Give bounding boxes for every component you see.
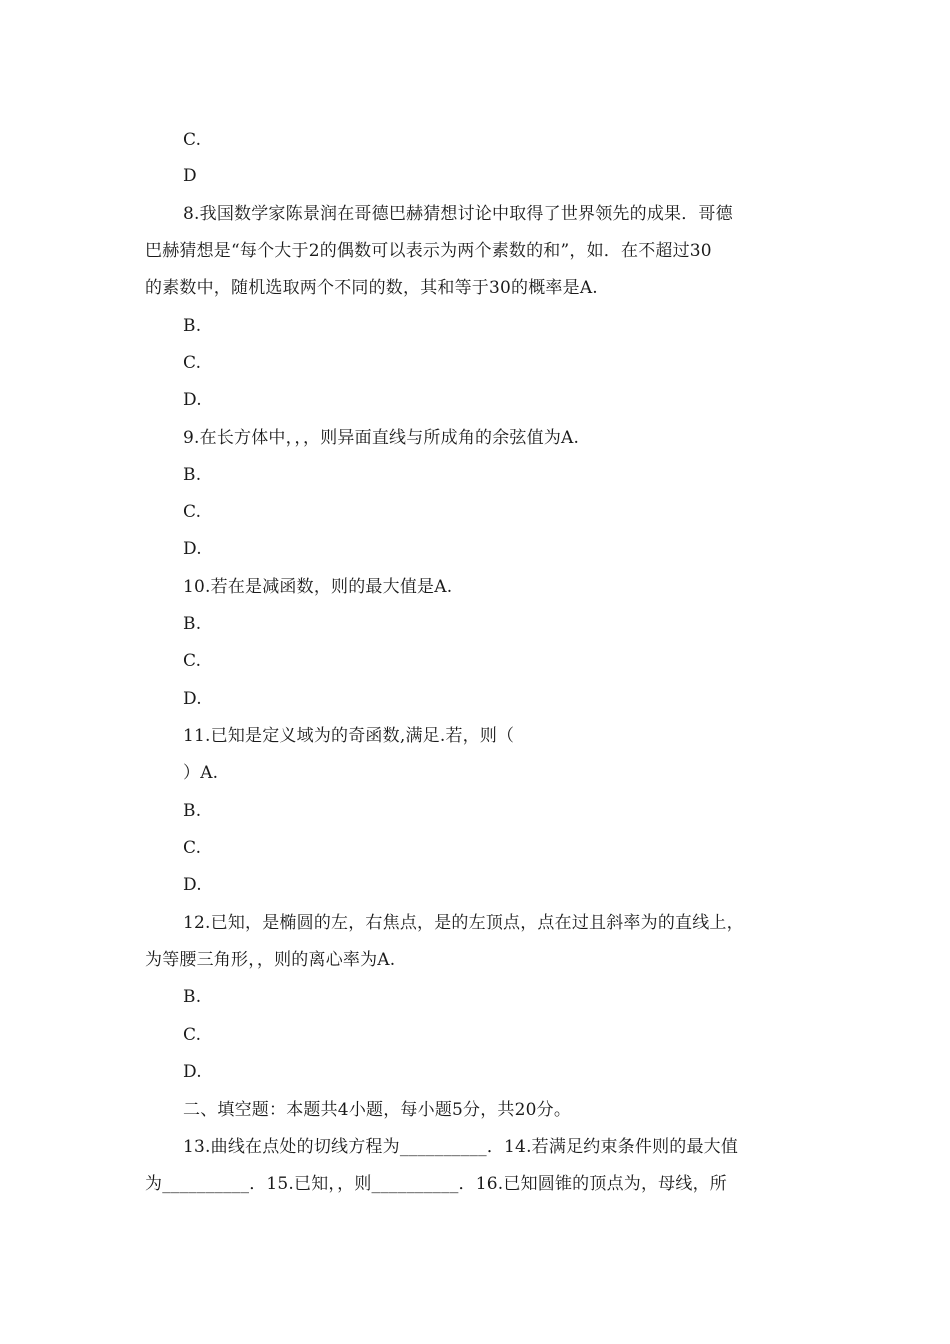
q11-option-d: D. — [183, 875, 202, 895]
q9-option-c: C. — [183, 502, 202, 522]
q8-option-b: B. — [183, 316, 202, 336]
q7-option-c: C. — [183, 130, 202, 150]
q9-option-d: D. — [183, 539, 202, 559]
q10-option-b: B. — [183, 614, 202, 634]
q12-option-d: D. — [183, 1062, 202, 1082]
q7-option-d: D — [183, 166, 197, 186]
fill-in-line1: 13.曲线在点处的切线方程为__________．14.若满足约束条件则的最大值 — [183, 1137, 739, 1157]
q9-option-b: B. — [183, 465, 202, 485]
q12-option-c: C. — [183, 1025, 202, 1045]
q11-option-c: C. — [183, 838, 202, 858]
q12-stem-line1: 12.已知，是椭圆的左，右焦点，是的左顶点，点在过且斜率为的直线上， — [183, 913, 744, 933]
q11-option-a: ）A. — [183, 763, 219, 783]
section-heading-fill-in: 二、填空题：本题共4小题，每小题5分，共20分。 — [183, 1100, 572, 1120]
q8-option-d: D. — [183, 390, 202, 410]
q9-stem: 9.在长方体中，，，则异面直线与所成角的余弦值为A. — [183, 428, 580, 448]
q8-option-c: C. — [183, 353, 202, 373]
fill-in-line2: 为__________．15.已知，，则__________．16.已知圆锥的顶点为，母线，所 — [145, 1174, 727, 1194]
q8-stem-line3: 的素数中，随机选取两个不同的数，其和等于30的概率是A. — [145, 278, 598, 298]
q12-option-b: B. — [183, 987, 202, 1007]
q12-stem-line2: 为等腰三角形，，则的离心率为A. — [145, 950, 396, 970]
q8-stem-line2: 巴赫猜想是“每个大于2的偶数可以表示为两个素数的和”，如．在不超过30 — [145, 241, 712, 261]
q10-option-c: C. — [183, 651, 202, 671]
q11-stem: 11.已知是定义域为的奇函数,满足.若，则（ — [183, 726, 515, 746]
q11-option-b: B. — [183, 801, 202, 821]
q10-option-d: D. — [183, 689, 202, 709]
q10-stem: 10.若在是减函数，则的最大值是A. — [183, 577, 453, 597]
q8-stem-line1: 8.我国数学家陈景润在哥德巴赫猜想讨论中取得了世界领先的成果．哥德 — [183, 204, 733, 224]
